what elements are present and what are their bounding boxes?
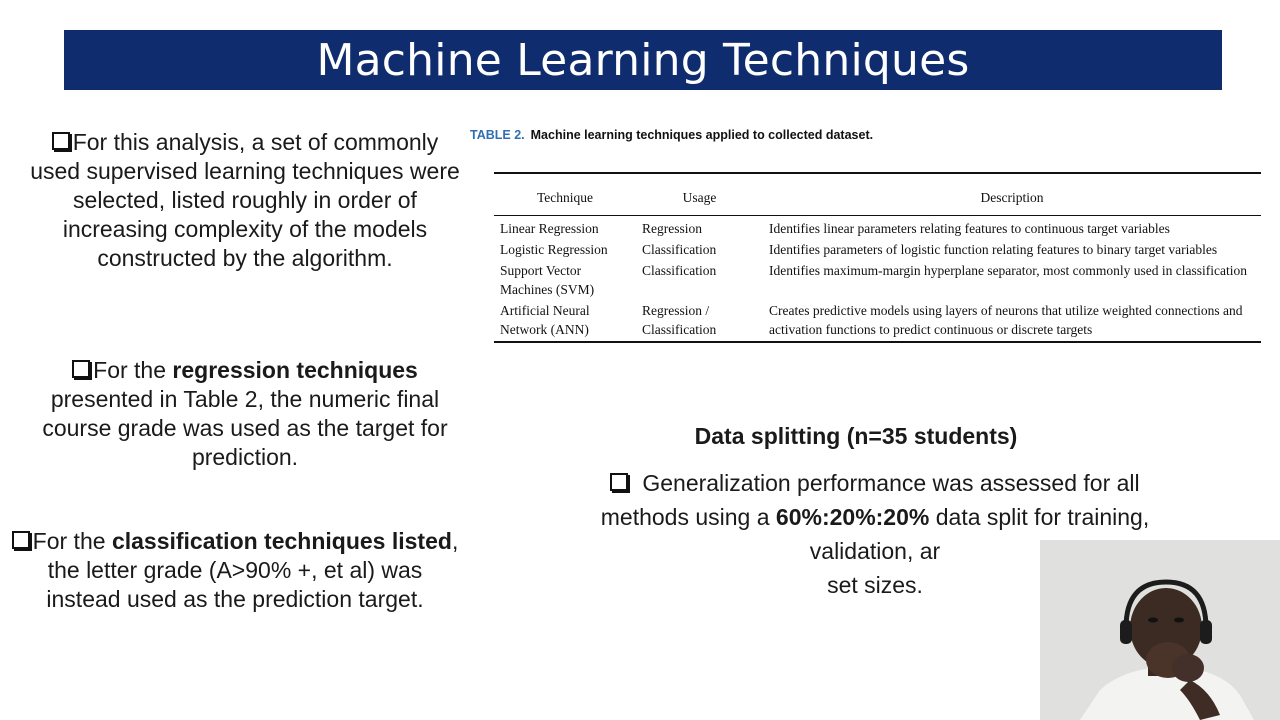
table-row (494, 216, 1261, 240)
split-text-bold: 60%:20%:20% (775, 504, 930, 530)
table-row (494, 239, 1261, 260)
bullet-selection (30, 128, 460, 273)
bullet-text-bold: regression techniques (172, 357, 418, 383)
header-technique: Technique (494, 173, 636, 216)
split-text-post2: set sizes. (827, 572, 923, 598)
cell-description: Identifies linear parameters relating features to continuous target variables (769, 221, 1170, 236)
bullet-regression (30, 356, 460, 472)
checkbox-bullet-icon (12, 531, 30, 549)
cell-technique: Artificial Neural Network (ANN) (494, 300, 636, 342)
cell-description: Identifies parameters of logistic function relating features to binary target variables (769, 242, 1218, 257)
webcam-overlay (1040, 540, 1280, 720)
table-caption-text: Machine learning techniques applied to collected dataset. (530, 128, 874, 142)
bullet-text-bold: classification techniques listed (111, 528, 452, 554)
table-row (494, 260, 1261, 300)
cell-usage: Classification (642, 242, 717, 257)
bullet-text-post: , the letter grade (A>90% +, et al) was instead used as the prediction target. (46, 528, 459, 612)
cell-usage: Regression / Classification (636, 300, 763, 342)
cell-technique: Linear Regression (500, 221, 599, 236)
table-row (494, 300, 1261, 342)
bullet-text: For this analysis, a set of commonly used supervised learning techniques were selected, listed roughly in order of increasing complexity of the models constructed by the algorithm. (30, 129, 460, 271)
ml-techniques-table (494, 172, 1261, 343)
bullet-text-pre: For the (93, 357, 173, 383)
cell-description: Creates predictive models using layers of neurons that utilize weighted connections and activation functions to predict continuous or discrete targets (763, 300, 1261, 342)
table-label: TABLE 2. (470, 128, 525, 142)
checkbox-bullet-icon (52, 132, 70, 150)
split-text-pre: Generalization performance was assessed for all methods using a (600, 470, 1140, 530)
slide-title: Machine Learning Techniques (316, 34, 970, 86)
cell-usage: Regression (642, 221, 702, 236)
header-description: Description (763, 173, 1261, 216)
bullet-text-post: presented in Table 2, the numeric final course grade was used as the target for prediction. (42, 386, 448, 470)
cell-usage: Classification (642, 263, 717, 278)
bullet-text-pre: For the (32, 528, 112, 554)
bullet-classification (10, 527, 460, 614)
table-header-row (494, 173, 1261, 216)
data-splitting-title: Data splitting (n=35 students) (694, 423, 1018, 449)
table-caption (470, 128, 873, 142)
title-bar (64, 30, 1222, 90)
cell-description: Identifies maximum-margin hyperplane separator, most commonly used in classification (769, 263, 1247, 278)
header-usage: Usage (636, 173, 763, 216)
checkbox-bullet-icon (72, 360, 90, 378)
cell-technique: Logistic Regression (500, 242, 608, 257)
split-text-post: data split for training, validation, ar (809, 504, 1150, 564)
cell-technique: Support Vector Machines (SVM) (500, 263, 595, 297)
checkbox-bullet-icon (610, 473, 628, 491)
presenter-video-icon (1040, 540, 1280, 720)
